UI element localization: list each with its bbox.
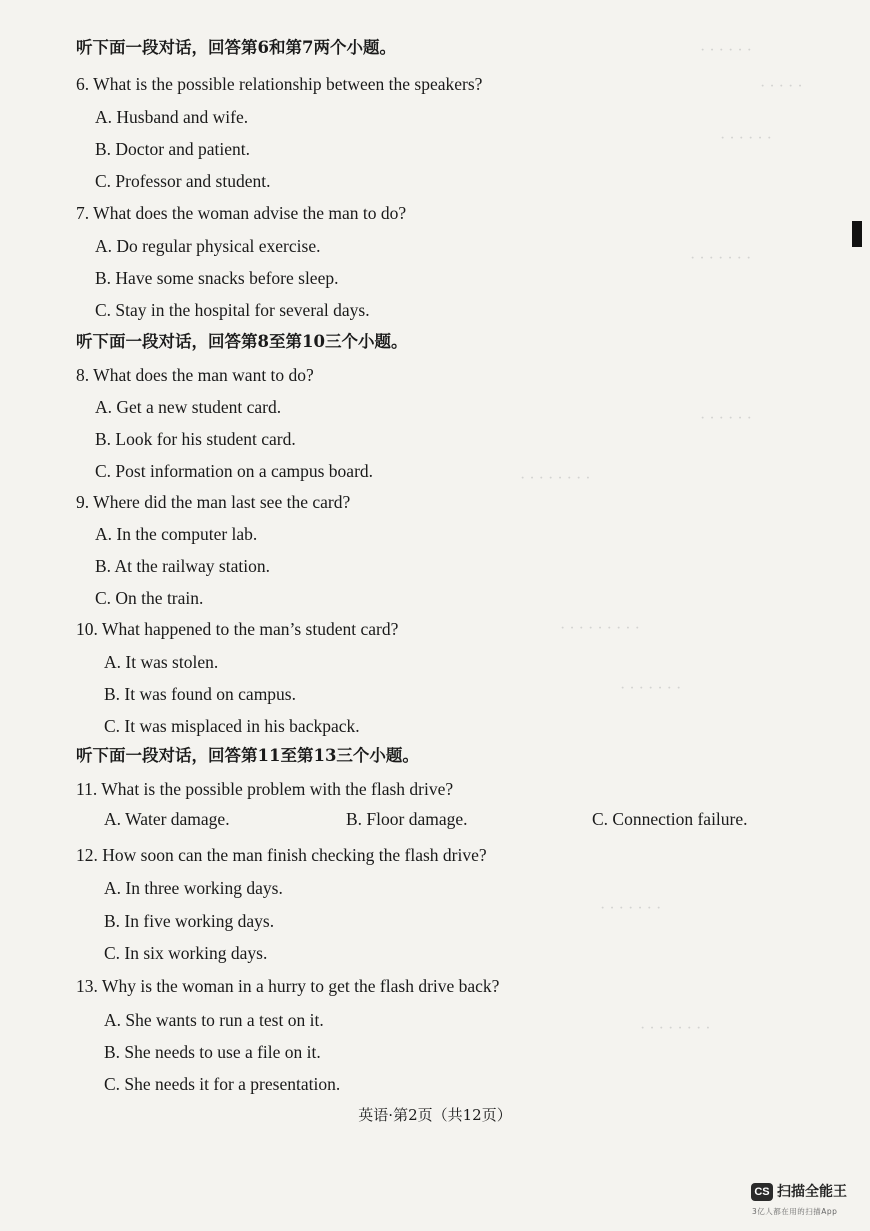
option: C. Post information on a campus board. <box>95 461 374 481</box>
option: B. Have some snacks before sleep. <box>95 268 339 288</box>
question-stem: 10. What happened to the man’s student card? <box>76 619 399 639</box>
option: B. At the railway station. <box>95 556 270 576</box>
question-stem: 13. Why is the woman in a hurry to get the flash drive back? <box>76 976 500 996</box>
question-stem: 6. What is the possible relationship between the speakers? <box>76 74 483 94</box>
question-stem: 7. What does the woman advise the man to do? <box>76 203 407 223</box>
option: A. In the computer lab. <box>95 524 258 544</box>
option: C. It was misplaced in his backpack. <box>104 716 360 736</box>
option: A. Do regular physical exercise. <box>95 236 321 256</box>
option: B. Doctor and patient. <box>95 139 251 159</box>
option: B. Floor damage. <box>346 809 468 829</box>
exam-page: · · · · · · · · · · · · · · · · · · · · · · · · · · · · · · · · · · · · · · · · · · · · · · · · · · · · · · · · · · · · · · · · · · · · · 听下面一段对话，回答第6和第7两个小题。 6. What is the possible relationship between the speakers? A. Husband and wife. B. Doctor and patient. C. Professor and student. 7. What does the woman advise the man to do? A. Do regular physical exercise. B. Have some snacks before sleep. C. Stay in the hospital for several days. 听下面一段对话，回答第8至第10三个小题。 8. What does the man want to do? A. Get a new student card. B. Look for his student card. C. Post information on a campus board. 9. Where did the man last see the card? A. In the computer lab. B. At the railway station. C. On the train. 10. What happened to the man’s student card? A. It was stolen. B. It was found on campus. C. It was misplaced in his backpack. 听下面一段对话，回答第11至第13三个小题。 11. What is the possible problem with the flash drive? A. Water damage. B. Floor damage. C. Connection failure. 12. How soon can the man finish checking the flash drive? A. In three working days. B. In five working days. C. In six working days. 13. Why is the woman in a hurry to get the flash drive back? A. She wants to run a test on it. B. She needs to use a file on it. C. She needs it for a presentation. 英语·第2页（共12页） CS 扫描全能王 3亿人都在用的扫描App <box>0 0 870 1231</box>
scanner-tagline: 3亿人都在用的扫描App <box>752 1207 838 1216</box>
page-footer: 英语·第2页（共12页） <box>358 1106 512 1124</box>
camscanner-logo-icon: CS <box>751 1183 773 1201</box>
option: C. Professor and student. <box>95 171 271 191</box>
option: B. She needs to use a file on it. <box>104 1042 321 1062</box>
option: A. Get a new student card. <box>95 397 282 417</box>
question-stem: 9. Where did the man last see the card? <box>76 492 351 512</box>
section-instruction: 听下面一段对话，回答第11至第13三个小题。 <box>76 746 419 765</box>
option: A. It was stolen. <box>104 652 219 672</box>
option: C. Stay in the hospital for several days. <box>95 300 370 320</box>
section-instruction: 听下面一段对话，回答第6和第7两个小题。 <box>76 38 396 57</box>
option: A. Husband and wife. <box>95 107 249 127</box>
option: B. Look for his student card. <box>95 429 296 449</box>
option: C. On the train. <box>95 588 204 608</box>
option: A. Water damage. <box>104 809 230 829</box>
option: A. In three working days. <box>104 878 283 898</box>
section-instruction: 听下面一段对话，回答第8至第10三个小题。 <box>76 332 408 351</box>
question-stem: 12. How soon can the man finish checking the flash drive? <box>76 845 487 865</box>
question-stem: 8. What does the man want to do? <box>76 365 314 385</box>
option: C. She needs it for a presentation. <box>104 1074 341 1094</box>
option: C. In six working days. <box>104 943 268 963</box>
option: C. Connection failure. <box>592 809 748 829</box>
edge-mark <box>852 221 862 247</box>
option: B. It was found on campus. <box>104 684 296 704</box>
question-stem: 11. What is the possible problem with the flash drive? <box>76 779 454 799</box>
scanner-app-name: 扫描全能王 <box>777 1184 847 1200</box>
option: B. In five working days. <box>104 911 275 931</box>
option: A. She wants to run a test on it. <box>104 1010 324 1030</box>
